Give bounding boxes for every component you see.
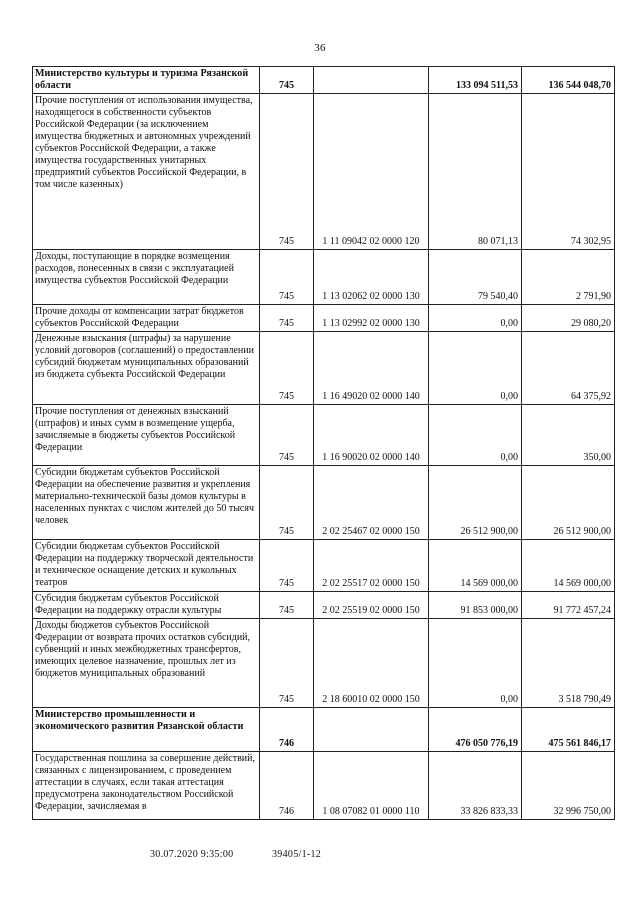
revenue-row xyxy=(33,332,615,405)
ministry-row xyxy=(33,67,615,94)
row-name: Субсидия бюджетам субъектов Российской Федерации на поддержку отрасли культуры xyxy=(33,592,260,619)
row-sum-first: 91 853 000,00 xyxy=(429,592,522,619)
revenue-row xyxy=(33,619,615,708)
row-name: Государственная пошлина за совершение действий, связанных с лицензированием, с проведением аттестации в случаях, если такая аттестация предусмотрена законодательством Российской Федерации, зачисляемая в xyxy=(33,752,260,820)
revenue-row xyxy=(33,94,615,250)
revenue-row xyxy=(33,540,615,592)
row-sum-second: 350,00 xyxy=(522,405,615,466)
row-sum-first: 26 512 900,00 xyxy=(429,466,522,540)
row-budget-code xyxy=(314,708,429,752)
row-name: Прочие поступления от денежных взысканий (штрафов) и иных сумм в возмещение ущерба, зачисляемые в бюджеты субъектов Российской Федерации xyxy=(33,405,260,466)
row-admin-code: 745 xyxy=(260,67,314,94)
row-sum-first: 79 540,40 xyxy=(429,250,522,305)
row-admin-code: 745 xyxy=(260,332,314,405)
row-name: Доходы, поступающие в порядке возмещения расходов, понесенных в связи с эксплуатацией имущества субъектов Российской Федерации xyxy=(33,250,260,305)
row-sum-first: 0,00 xyxy=(429,405,522,466)
row-sum-first: 33 826 833,33 xyxy=(429,752,522,820)
row-budget-code: 1 13 02992 02 0000 130 xyxy=(314,305,429,332)
row-sum-second: 29 080,20 xyxy=(522,305,615,332)
row-budget-code: 2 18 60010 02 0000 150 xyxy=(314,619,429,708)
row-budget-code: 2 02 25517 02 0000 150 xyxy=(314,540,429,592)
row-name: Доходы бюджетов субъектов Российской Федерации от возврата прочих остатков субсидий, субвенций и иных межбюджетных трансфертов, имеющих целевое назначение, прошлых лет из бюджетов муниципальных образований xyxy=(33,619,260,708)
row-budget-code: 1 08 07082 01 0000 110 xyxy=(314,752,429,820)
row-budget-code: 1 16 49020 02 0000 140 xyxy=(314,332,429,405)
row-name: Прочие поступления от использования имущества, находящегося в собственности субъектов Российской Федерации (за исключением имущества бюджетных и автономных учреждений субъектов Российской Федерации, а также имущества государственных унитарных предприятий субъектов Российской Федерации, в том числе казенных) xyxy=(33,94,260,250)
page-number: 36 xyxy=(314,42,326,54)
row-sum-second: 26 512 900,00 xyxy=(522,466,615,540)
row-sum-second: 91 772 457,24 xyxy=(522,592,615,619)
revenue-row xyxy=(33,752,615,820)
row-name: Прочие доходы от компенсации затрат бюджетов субъектов Российской Федерации xyxy=(33,305,260,332)
row-budget-code: 1 13 02062 02 0000 130 xyxy=(314,250,429,305)
revenue-row xyxy=(33,466,615,540)
footer-doc-number: 39405/1-12 xyxy=(272,849,322,860)
row-name: Министерство культуры и туризма Рязанской области xyxy=(33,67,260,94)
row-sum-first: 14 569 000,00 xyxy=(429,540,522,592)
row-sum-second: 74 302,95 xyxy=(522,94,615,250)
ministry-row xyxy=(33,708,615,752)
row-admin-code: 745 xyxy=(260,94,314,250)
row-name: Денежные взыскания (штрафы) за нарушение условий договоров (соглашений) о предоставлении субсидий бюджетам муниципальных образований из бюджета субъекта Российской Федерации xyxy=(33,332,260,405)
row-budget-code: 2 02 25467 02 0000 150 xyxy=(314,466,429,540)
row-sum-second: 3 518 790,49 xyxy=(522,619,615,708)
row-admin-code: 745 xyxy=(260,305,314,332)
row-budget-code xyxy=(314,67,429,94)
row-name: Субсидии бюджетам субъектов Российской Федерации на обеспечение развития и укрепления материально-технической базы домов культуры в населенных пунктах с числом жителей до 50 тысяч человек xyxy=(33,466,260,540)
row-admin-code: 745 xyxy=(260,592,314,619)
row-admin-code: 746 xyxy=(260,708,314,752)
row-sum-first: 0,00 xyxy=(429,332,522,405)
row-sum-first: 0,00 xyxy=(429,305,522,332)
row-admin-code: 745 xyxy=(260,540,314,592)
row-admin-code: 745 xyxy=(260,466,314,540)
budget-revenue-table xyxy=(32,66,615,820)
row-sum-second: 32 996 750,00 xyxy=(522,752,615,820)
row-sum-second: 136 544 048,70 xyxy=(522,67,615,94)
row-sum-first: 133 094 511,53 xyxy=(429,67,522,94)
revenue-row xyxy=(33,405,615,466)
table-body xyxy=(33,67,615,820)
row-admin-code: 745 xyxy=(260,619,314,708)
row-sum-first: 0,00 xyxy=(429,619,522,708)
row-sum-first: 476 050 776,19 xyxy=(429,708,522,752)
row-sum-first: 80 071,13 xyxy=(429,94,522,250)
row-budget-code: 1 11 09042 02 0000 120 xyxy=(314,94,429,250)
row-budget-code: 1 16 90020 02 0000 140 xyxy=(314,405,429,466)
row-name: Министерство промышленности и экономического развития Рязанской области xyxy=(33,708,260,752)
row-admin-code: 745 xyxy=(260,250,314,305)
revenue-row xyxy=(33,305,615,332)
row-sum-second: 2 791,90 xyxy=(522,250,615,305)
footer-date: 30.07.2020 9:35:00 xyxy=(150,849,234,860)
row-sum-second: 14 569 000,00 xyxy=(522,540,615,592)
revenue-row xyxy=(33,592,615,619)
row-budget-code: 2 02 25519 02 0000 150 xyxy=(314,592,429,619)
row-admin-code: 745 xyxy=(260,405,314,466)
row-admin-code: 746 xyxy=(260,752,314,820)
revenue-row xyxy=(33,250,615,305)
row-sum-second: 64 375,92 xyxy=(522,332,615,405)
row-name: Субсидии бюджетам субъектов Российской Федерации на поддержку творческой деятельности и техническое оснащение детских и кукольных театров xyxy=(33,540,260,592)
row-sum-second: 475 561 846,17 xyxy=(522,708,615,752)
